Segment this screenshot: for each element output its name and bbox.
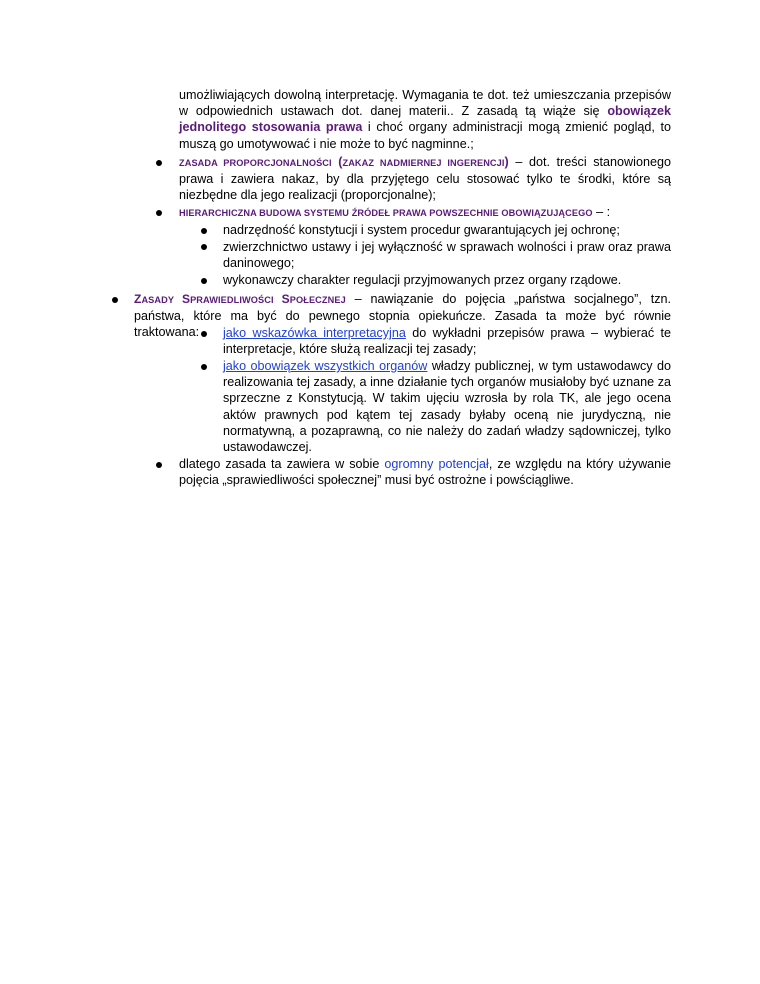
list-item-hierarchy [179, 204, 671, 221]
list-item-text: – : [592, 205, 611, 219]
list-item-conclusion [179, 456, 671, 488]
sub-list-item [223, 325, 671, 357]
paragraph-continuation [179, 87, 671, 152]
link-obligation-of-organs[interactable]: jako obowiązek wszystkich organów [223, 359, 428, 373]
heading-social-justice: ZASADY SPRAWIEDLIWOŚCI SPOŁECZNEJ [134, 292, 346, 306]
sub-list-item [223, 239, 671, 271]
bullet-dot [112, 297, 118, 303]
paragraph-text: i choć organy administracji mogą zmienić pogląd, to muszą go umotywować i nie może to być nagminne.; [179, 120, 671, 151]
list-item-text: – dot. treści stanowionego prawa i zawiera nakaz, by dla przyjętego celu stosować tylko te środki, które są niezbędne dla jego realizacji (proporcjonalne); [179, 155, 671, 203]
list-item-text: – nawiązanie do pojęcia „państwa socjalnego”, tzn. państwa, które ma być do pewnego stopnia opiekuńcze. Zasada ta może być równie traktowana: [134, 292, 672, 340]
list-item-text: , ze względu na który używanie pojęcia „sprawiedliwości społecznej” musi być ostrożne i powściągliwe. [179, 457, 671, 488]
sub-list-item [223, 272, 671, 288]
list-item-proportionality [179, 154, 671, 204]
bullet-dot [201, 244, 207, 250]
sub-list-item-text: zwierzchnictwo ustawy i jej wyłączność w sprawach wolności i praw oraz prawa daninowego; [223, 240, 671, 271]
paren-close: ) [504, 155, 509, 169]
sub-list-item [223, 222, 671, 238]
heading-hierarchy: HIERARCHICZNA BUDOWA SYSTEMU ŹRÓDEŁ PRAWA POWSZECHNIE OBOWIĄZUJĄCEGO [179, 208, 593, 218]
heading-ingerence: ZAKAZ NADMIERNEJ INGERENCJI [342, 158, 505, 168]
bullet-dot [156, 462, 162, 468]
sub-list-item-text: wykonawczy charakter regulacji przyjmowanych przez organy rządowe. [223, 273, 622, 287]
list-item-text: dlatego zasada ta zawiera w sobie [179, 457, 385, 471]
bullet-dot [201, 364, 207, 370]
heading-proportionality: ZASADA PROPORCJONALNOŚCI [179, 158, 332, 168]
paragraph-text: umożliwiających dowolną interpretację. Wymagania te dot. też umieszczania przepisów w odpowiednich ustawach dot. danej materii.. Z zasadą tą wiąże się [179, 88, 671, 119]
bullet-dot [201, 331, 207, 337]
sub-list-item-text: władzy publicznej, w tym ustawodawcy do realizowania tej zasady, a inne działanie tych organów musiałoby być uznane za sprzeczne z Konstytucją. W takim ujęciu wzrosła by rola TK, ale jego ocena aktów prawnych pod kątem tej zasady byłaby oceną nie jurydyczną, nie normatywną, a pozaprawną, co nie należy do zadań władzy sądowniczej, tylko ustawodawczej. [223, 359, 672, 455]
bullet-dot [201, 228, 207, 234]
bullet-dot [156, 160, 162, 166]
sub-list-item-text: nadrzędność konstytucji i system procedur gwarantujących jej ochronę; [223, 223, 620, 237]
link-interpretive-guideline[interactable]: jako wskazówka interpretacyjna [223, 326, 406, 340]
emphasis-text: ogromny potencjał [384, 457, 489, 471]
emphasis-text: obowiązek jednolitego stosowania prawa [179, 104, 671, 135]
sub-list-item [223, 358, 671, 455]
sub-list-item-text: do wykładni przepisów prawa – wybierać te interpretacje, które służą realizacji tej zasady; [223, 326, 672, 357]
paren-open: ( [331, 155, 343, 169]
bullet-dot [201, 278, 207, 284]
bullet-dot [156, 210, 162, 216]
